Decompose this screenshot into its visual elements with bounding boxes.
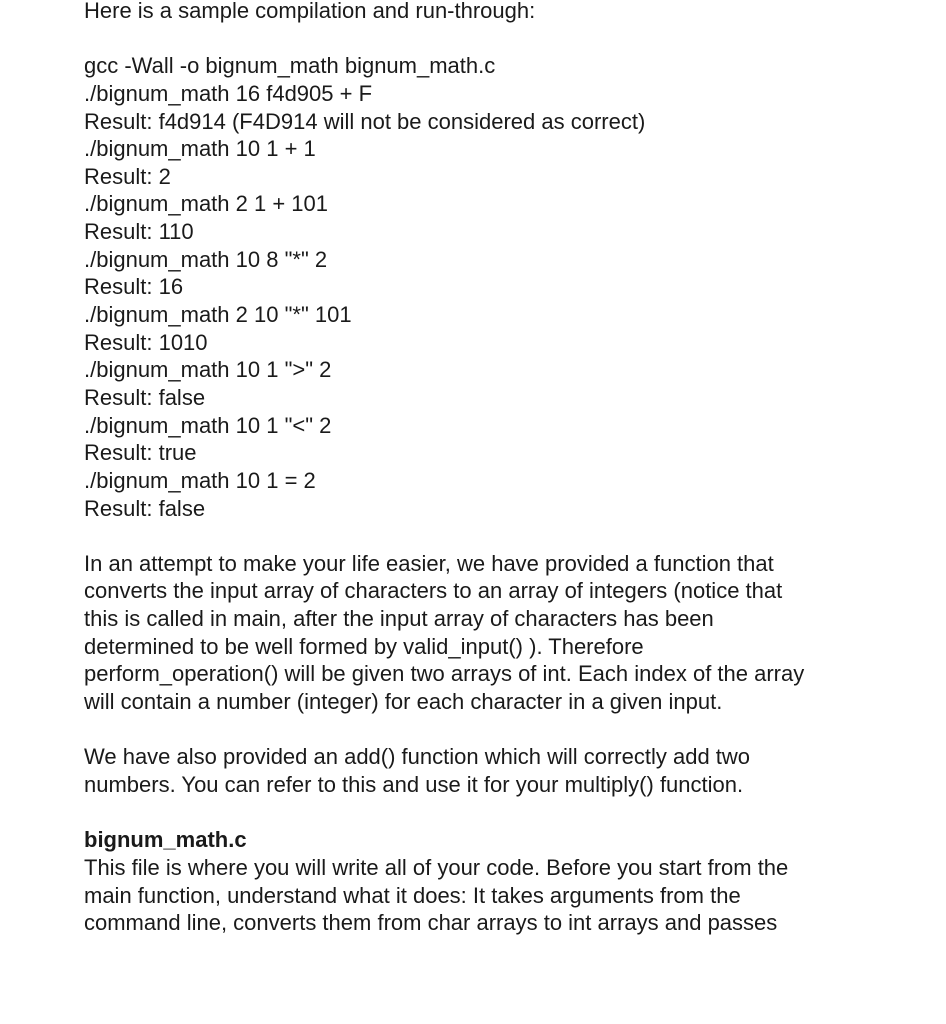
paragraph-line: perform_operation() will be given two arrays of int. Each index of the array xyxy=(84,661,805,687)
paragraph-line: command line, converts them from char arrays to int arrays and passes xyxy=(84,910,778,936)
run-line: Result: f4d914 (F4D914 will not be considered as correct) xyxy=(84,108,646,134)
run-line: Result: false xyxy=(84,384,206,410)
paragraph-line: We have also provided an add() function which will correctly add two xyxy=(84,744,751,770)
run-line: ./bignum_math 10 1 ">" 2 xyxy=(84,357,332,383)
paragraph-add-function xyxy=(84,743,884,798)
paragraph-line: will contain a number (integer) for each character in a given input. xyxy=(84,689,723,715)
section-heading: bignum_math.c xyxy=(84,827,247,853)
paragraph-conversion xyxy=(84,550,884,716)
run-line: ./bignum_math 10 1 "<" 2 xyxy=(84,412,332,438)
paragraph-line: this is called in main, after the input array of characters has been xyxy=(84,606,714,632)
paragraph-line: determined to be well formed by valid_input() ). Therefore xyxy=(84,633,644,659)
run-line: gcc -Wall -o bignum_math bignum_math.c xyxy=(84,53,496,79)
run-line: ./bignum_math 16 f4d905 + F xyxy=(84,80,373,106)
spacer xyxy=(84,522,884,550)
run-line: ./bignum_math 10 1 + 1 xyxy=(84,136,316,162)
paragraph-file-description xyxy=(84,854,884,937)
document-body xyxy=(84,0,884,937)
paragraph-line: converts the input array of characters to an array of integers (notice that xyxy=(84,578,783,604)
run-line: ./bignum_math 2 10 "*" 101 xyxy=(84,302,352,328)
paragraph-line: In an attempt to make your life easier, we have provided a function that xyxy=(84,550,774,576)
run-line: Result: 16 xyxy=(84,274,184,300)
run-line: ./bignum_math 10 8 "*" 2 xyxy=(84,246,328,272)
intro-text: Here is a sample compilation and run-through: xyxy=(84,0,536,23)
run-line: ./bignum_math 2 1 + 101 xyxy=(84,191,328,217)
spacer xyxy=(84,799,884,827)
spacer xyxy=(84,716,884,744)
spacer xyxy=(84,25,884,53)
sample-run-block xyxy=(84,52,884,522)
paragraph-line: numbers. You can refer to this and use it for your multiply() function. xyxy=(84,771,744,797)
run-line: ./bignum_math 10 1 = 2 xyxy=(84,467,316,493)
run-line: Result: 2 xyxy=(84,163,171,189)
paragraph-line: main function, understand what it does: It takes arguments from the xyxy=(84,882,741,908)
run-line: Result: false xyxy=(84,495,206,521)
run-line: Result: 110 xyxy=(84,219,194,245)
run-line: Result: true xyxy=(84,440,197,466)
paragraph-line: This file is where you will write all of your code. Before you start from the xyxy=(84,854,789,880)
run-line: Result: 1010 xyxy=(84,329,208,355)
